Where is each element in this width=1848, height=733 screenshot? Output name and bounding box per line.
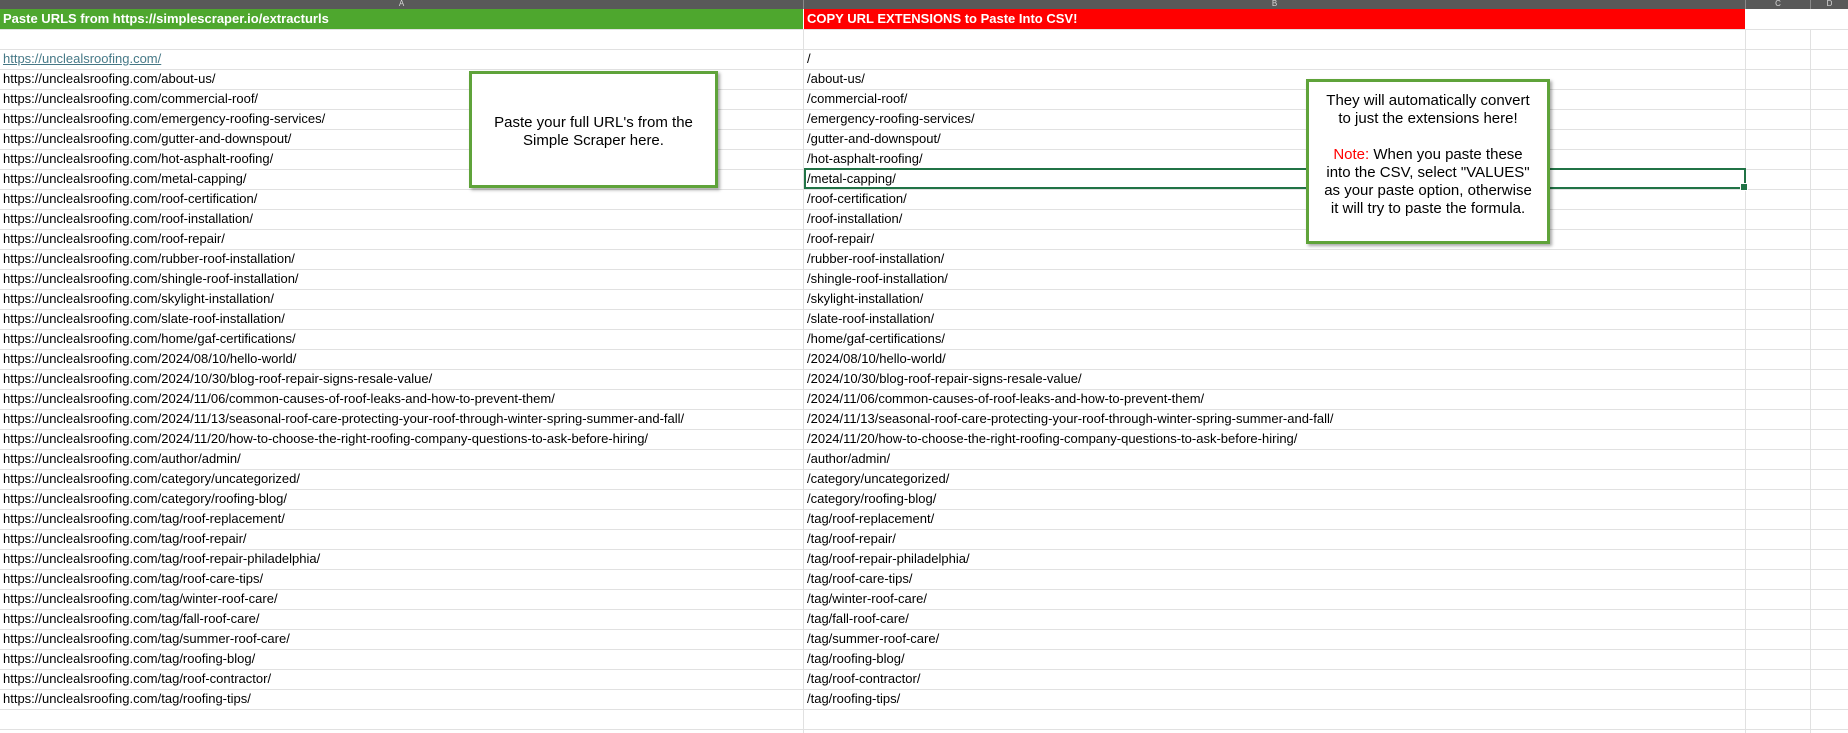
table-row (0, 289, 1848, 309)
url-cell[interactable]: https://unclealsroofing.com/roof-installation/ (3, 211, 254, 226)
url-cell[interactable]: https://unclealsroofing.com/2024/08/10/hello-world/ (3, 351, 297, 366)
column-header-d[interactable]: D (1811, 0, 1848, 9)
extension-cell[interactable]: /tag/roof-repair/ (807, 531, 896, 546)
table-row (0, 269, 1848, 289)
extension-cell[interactable]: /tag/roof-contractor/ (807, 671, 921, 686)
url-cell[interactable]: https://unclealsroofing.com/author/admin/ (3, 451, 241, 466)
extension-cell[interactable]: /2024/11/06/common-causes-of-roof-leaks-and-how-to-prevent-them/ (807, 391, 1205, 406)
extension-cell[interactable]: /2024/11/13/seasonal-roof-care-protecting-your-roof-through-winter-spring-summer-and-fall/ (807, 411, 1334, 426)
table-row (0, 69, 1848, 89)
column-header-c[interactable]: C (1746, 0, 1811, 9)
table-row (0, 369, 1848, 389)
table-row (0, 389, 1848, 409)
extension-cell[interactable]: /tag/roofing-blog/ (807, 651, 905, 666)
table-row (0, 429, 1848, 449)
extension-cell[interactable]: /2024/10/30/blog-roof-repair-signs-resale-value/ (807, 371, 1082, 386)
extension-cell[interactable]: /tag/roof-care-tips/ (807, 571, 913, 586)
url-cell[interactable]: https://unclealsroofing.com/about-us/ (3, 71, 216, 86)
extension-cell[interactable]: /roof-certification/ (807, 191, 907, 206)
note-spacer (1321, 128, 1535, 146)
url-cell[interactable]: https://unclealsroofing.com/2024/11/06/common-causes-of-roof-leaks-and-how-to-prevent-them/ (3, 391, 555, 406)
url-cell[interactable]: https://unclealsroofing.com/tag/summer-roof-care/ (3, 631, 290, 646)
row-gridline (0, 709, 1848, 710)
extension-cell[interactable]: /2024/11/20/how-to-choose-the-right-roofing-company-questions-to-ask-before-hiring/ (807, 431, 1298, 446)
url-cell[interactable]: https://unclealsroofing.com/tag/fall-roof-care/ (3, 611, 260, 626)
extension-cell[interactable]: /tag/roof-repair-philadelphia/ (807, 551, 970, 566)
table-row (0, 89, 1848, 109)
cell-b1-instructions[interactable]: COPY URL EXTENSIONS to Paste Into CSV! (804, 9, 1745, 29)
url-cell[interactable]: https://unclealsroofing.com/gutter-and-downspout/ (3, 131, 292, 146)
url-cell[interactable]: https://unclealsroofing.com/hot-asphalt-roofing/ (3, 151, 274, 166)
table-row (0, 149, 1848, 169)
table-row (0, 549, 1848, 569)
cell-a1-instructions[interactable]: Paste URLS from https://simplescraper.io/extracturls (0, 9, 803, 29)
url-cell[interactable]: https://unclealsroofing.com/emergency-roofing-services/ (3, 111, 326, 126)
table-row (0, 589, 1848, 609)
url-cell[interactable]: https://unclealsroofing.com/tag/roof-care-tips/ (3, 571, 264, 586)
url-cell[interactable]: https://unclealsroofing.com/rubber-roof-installation/ (3, 251, 295, 266)
extension-cell[interactable]: /category/roofing-blog/ (807, 491, 937, 506)
table-row (0, 329, 1848, 349)
url-cell[interactable]: https://unclealsroofing.com/metal-capping/ (3, 171, 247, 186)
note-paste-urls[interactable] (469, 71, 718, 188)
extension-cell[interactable]: /slate-roof-installation/ (807, 311, 935, 326)
column-header-a[interactable]: A (0, 0, 804, 9)
table-row (0, 649, 1848, 669)
url-cell[interactable]: https://unclealsroofing.com/slate-roof-installation/ (3, 311, 285, 326)
url-cell[interactable]: https://unclealsroofing.com/category/roofing-blog/ (3, 491, 287, 506)
extension-cell[interactable]: /metal-capping/ (807, 171, 896, 186)
url-cell[interactable]: https://unclealsroofing.com/2024/11/13/seasonal-roof-care-protecting-your-roof-through-winter-spring-summer-and-fall/ (3, 411, 685, 426)
table-row (0, 249, 1848, 269)
extension-cell[interactable]: /tag/roofing-tips/ (807, 691, 901, 706)
extension-cell[interactable]: /author/admin/ (807, 451, 891, 466)
table-row (0, 569, 1848, 589)
table-row (0, 129, 1848, 149)
table-row (0, 49, 1848, 69)
table-row (0, 609, 1848, 629)
note-warning-text: When you paste these into the CSV, select "VALUES" as your paste option, otherwise it will try to paste the formula. (1324, 146, 1532, 217)
table-row (0, 189, 1848, 209)
selected-cell-b8[interactable] (804, 168, 1746, 189)
url-cell[interactable]: https://unclealsroofing.com/ (3, 51, 162, 66)
table-row (0, 209, 1848, 229)
table-row (0, 349, 1848, 369)
url-cell[interactable]: https://unclealsroofing.com/2024/11/20/how-to-choose-the-right-roofing-company-questions-to-ask-before-hiring/ (3, 431, 649, 446)
extension-cell[interactable]: /2024/08/10/hello-world/ (807, 351, 946, 366)
note-extensions-intro: They will automatically convert to just the extensions here! (1326, 92, 1530, 127)
table-row (0, 489, 1848, 509)
url-cell[interactable]: https://unclealsroofing.com/2024/10/30/blog-roof-repair-signs-resale-value/ (3, 371, 433, 386)
table-row (0, 629, 1848, 649)
table-row (0, 449, 1848, 469)
url-cell[interactable]: https://unclealsroofing.com/tag/roofing-tips/ (3, 691, 251, 706)
header-row (0, 9, 1848, 29)
url-cell[interactable]: https://unclealsroofing.com/tag/roof-repair-philadelphia/ (3, 551, 321, 566)
table-row (0, 529, 1848, 549)
column-header-b[interactable]: B (804, 0, 1746, 9)
extension-cell[interactable]: /emergency-roofing-services/ (807, 111, 975, 126)
url-cell[interactable]: https://unclealsroofing.com/roof-certification/ (3, 191, 258, 206)
table-row (0, 109, 1848, 129)
extension-cell[interactable]: /tag/fall-roof-care/ (807, 611, 909, 626)
extension-cell[interactable]: /roof-repair/ (807, 231, 875, 246)
column-header-bar (0, 0, 1848, 9)
url-cell[interactable]: https://unclealsroofing.com/tag/roofing-blog/ (3, 651, 256, 666)
table-row (0, 229, 1848, 249)
extension-cell[interactable]: /gutter-and-downspout/ (807, 131, 941, 146)
fill-handle[interactable] (1740, 183, 1748, 191)
url-cell[interactable]: https://unclealsroofing.com/skylight-installation/ (3, 291, 274, 306)
url-cell[interactable]: https://unclealsroofing.com/shingle-roof-installation/ (3, 271, 299, 286)
table-row (0, 669, 1848, 689)
data-rows (0, 49, 1848, 709)
note-extensions-warning (1321, 146, 1535, 218)
extension-cell[interactable]: /rubber-roof-installation/ (807, 251, 945, 266)
url-cell[interactable]: https://unclealsroofing.com/home/gaf-certifications/ (3, 331, 296, 346)
note-label: Note: (1333, 146, 1370, 163)
note-extensions[interactable] (1306, 79, 1550, 244)
extension-cell[interactable]: /skylight-installation/ (807, 291, 924, 306)
extension-cell[interactable]: /tag/summer-roof-care/ (807, 631, 940, 646)
url-cell[interactable]: https://unclealsroofing.com/tag/winter-roof-care/ (3, 591, 278, 606)
extension-cell[interactable]: /roof-installation/ (807, 211, 903, 226)
url-cell[interactable]: https://unclealsroofing.com/tag/roof-contractor/ (3, 671, 272, 686)
extension-cell[interactable]: /shingle-roof-installation/ (807, 271, 948, 286)
note-paste-urls-text: Paste your full URL's from the Simple Scraper here. (494, 114, 693, 149)
extension-cell[interactable]: / (807, 51, 811, 66)
extension-cell[interactable]: /commercial-roof/ (807, 91, 908, 106)
row-gridline (0, 729, 1848, 730)
table-row (0, 689, 1848, 709)
table-row (0, 309, 1848, 329)
extension-cell[interactable]: /home/gaf-certifications/ (807, 331, 946, 346)
row-gridline (0, 29, 1848, 30)
table-row (0, 469, 1848, 489)
url-cell[interactable]: https://unclealsroofing.com/category/uncategorized/ (3, 471, 301, 486)
extension-cell[interactable]: /tag/winter-roof-care/ (807, 591, 927, 606)
url-cell[interactable]: https://unclealsroofing.com/commercial-roof/ (3, 91, 259, 106)
url-cell[interactable]: https://unclealsroofing.com/tag/roof-repair/ (3, 531, 247, 546)
extension-cell[interactable]: /about-us/ (807, 71, 865, 86)
table-row (0, 509, 1848, 529)
extension-cell[interactable]: /category/uncategorized/ (807, 471, 950, 486)
url-cell[interactable]: https://unclealsroofing.com/roof-repair/ (3, 231, 225, 246)
table-row (0, 409, 1848, 429)
extension-cell[interactable]: /hot-asphalt-roofing/ (807, 151, 923, 166)
extension-cell[interactable]: /tag/roof-replacement/ (807, 511, 935, 526)
url-cell[interactable]: https://unclealsroofing.com/tag/roof-replacement/ (3, 511, 285, 526)
